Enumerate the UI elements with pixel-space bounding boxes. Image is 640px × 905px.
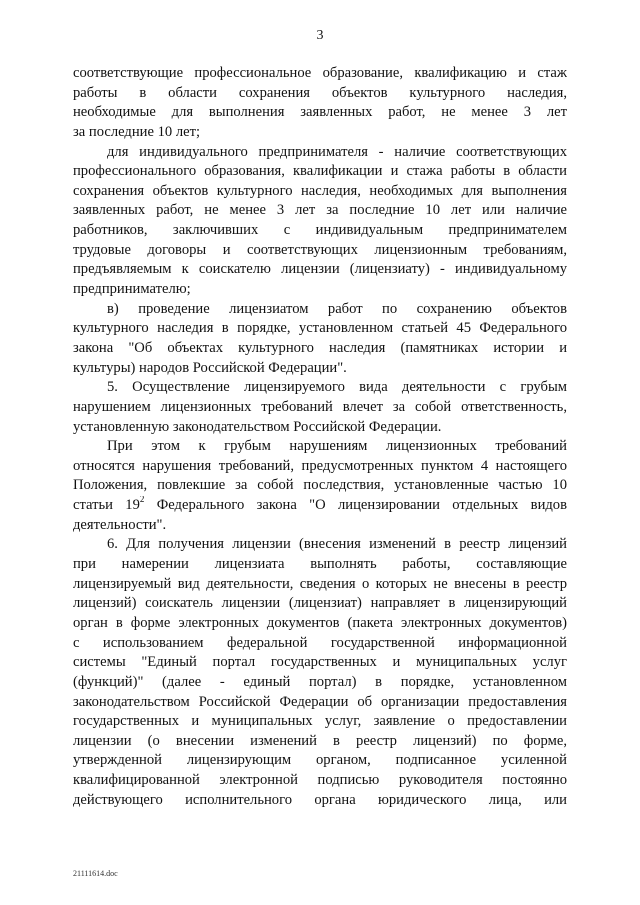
text-line: [73, 555, 567, 575]
text-line-content: с использованием федеральной государственной информационной: [73, 634, 567, 651]
text-line-content: предъявляемым к соискателю лицензии (лицензиату) - индивидуальному: [73, 261, 567, 278]
text-line-content: нарушением лицензионных требований влечет за собой ответственность,: [73, 398, 567, 415]
text-line-content: трудовые договоры и соответствующих лицензионным требованиям,: [73, 241, 567, 258]
text-line-content: культуры) народов Российской Федерации".: [73, 359, 347, 376]
text-line: [73, 201, 567, 221]
text-line: [73, 751, 567, 771]
text-line-content: лицензируемый вид деятельности, сведения о которых не внесены в реестр: [73, 575, 567, 592]
text-line: [73, 260, 567, 280]
text-line: [73, 162, 567, 182]
text-line-content: Положения, повлекшие за собой последствия, установленные частью 10: [73, 477, 567, 494]
text-line-content: 6. Для получения лицензии (внесения изменений в реестр лицензий: [107, 536, 567, 553]
text-line: [73, 339, 567, 359]
text-line-content: действующего исполнительного органа юридического лица, или: [73, 791, 567, 808]
text-line: [73, 732, 567, 752]
text-line: [73, 103, 567, 123]
text-line-content: При этом к грубым нарушениям лицензионных требований: [107, 438, 567, 455]
text-line-content: деятельности".: [73, 516, 167, 533]
text-line: [73, 64, 567, 84]
text-line: [73, 359, 567, 379]
text-line: [73, 791, 567, 811]
text-line: [73, 575, 567, 595]
text-line: [73, 319, 567, 339]
text-line-content: в) проведение лицензиатом работ по сохранению объектов: [107, 300, 567, 317]
text-line: [73, 123, 567, 143]
text-line-content: соответствующие профессиональное образование, квалификацию и стаж: [73, 65, 567, 81]
text-line: [73, 437, 567, 457]
superscript-number: 2: [139, 496, 145, 505]
text-line-content: закона "Об объектах культурного наследия (памятниках истории и: [73, 339, 567, 356]
text-line: [73, 84, 567, 104]
text-line-content: статьи 19: [73, 497, 140, 514]
text-line-content: квалифицированной электронной подписью руководителя постоянно: [73, 772, 567, 789]
page-number: 3: [316, 28, 324, 43]
text-line-content: работников, заключивших с индивидуальным предпринимателем: [73, 222, 567, 239]
text-line: [73, 673, 567, 693]
text-line: [73, 516, 567, 536]
text-line-content: при намерении лицензиата выполнять работы, составляющие: [73, 556, 567, 573]
text-line-content: предпринимателю;: [73, 281, 191, 298]
text-line-content: орган в форме электронных документов (пакета электронных документов): [73, 614, 567, 631]
text-line-continuation: Федерального закона "О лицензировании отдельных видов: [144, 497, 567, 514]
text-line-content: работы в области сохранения объектов культурного наследия,: [73, 84, 567, 101]
text-line: [73, 398, 567, 418]
document-file-code: 21111614.doc: [73, 869, 118, 878]
text-line-content: государственных и муниципальных услуг, заявление о предоставлении: [73, 713, 567, 730]
text-line: [73, 221, 567, 241]
text-line-content: лицензий) соискатель лицензии (лицензиат) направляет в лицензирующий: [73, 595, 567, 612]
text-line-content: 5. Осуществление лицензируемого вида деятельности с грубым: [107, 379, 567, 396]
text-line: [73, 712, 567, 732]
text-line-content: для индивидуального предпринимателя - наличие соответствующих: [107, 143, 567, 160]
text-line: [73, 300, 567, 320]
text-line: [73, 476, 567, 496]
text-line: [73, 457, 567, 477]
text-line: [73, 771, 567, 791]
text-line-content: за последние 10 лет;: [73, 123, 201, 140]
text-line-content: относятся нарушения требований, предусмотренных пунктом 4 настоящего: [73, 457, 567, 474]
text-line-content: сохранения объектов культурного наследия, необходимых для выполнения: [73, 182, 567, 199]
text-line: [73, 535, 567, 555]
text-line: [73, 634, 567, 654]
text-line: [73, 143, 567, 163]
document-body: [73, 64, 567, 810]
text-line-content: профессионального образования, квалификации и стажа работы в области: [73, 163, 567, 180]
text-line: [73, 614, 567, 634]
text-line-content: утвержденной лицензирующим органом, подписанное усиленной: [73, 752, 567, 769]
text-line: [73, 241, 567, 261]
text-line-content: установленную законодательством Российской Федерации.: [73, 418, 442, 435]
text-line: [73, 653, 567, 673]
text-line: [73, 594, 567, 614]
text-line: [73, 182, 567, 202]
text-line-content: системы "Единый портал государственных и муниципальных услуг: [73, 654, 567, 671]
text-line: [73, 496, 567, 516]
text-line-content: законодательством Российской Федерации об организации предоставления: [73, 693, 567, 710]
text-line-content: необходимые для выполнения заявленных работ, не менее 3 лет: [73, 104, 567, 121]
text-line-content: (функций)" (далее - единый портал) в порядке, установленном: [73, 673, 567, 690]
text-line-content: лицензии (о внесении изменений в реестр лицензий) по форме,: [73, 732, 567, 749]
text-line-content: заявленных работ, не менее 3 лет за последние 10 лет или наличие: [73, 202, 567, 219]
text-line: [73, 378, 567, 398]
text-line: [73, 280, 567, 300]
text-line-content: культурного наследия в порядке, установленном статьей 45 Федерального: [73, 320, 567, 337]
text-line: [73, 418, 567, 438]
text-line: [73, 693, 567, 713]
